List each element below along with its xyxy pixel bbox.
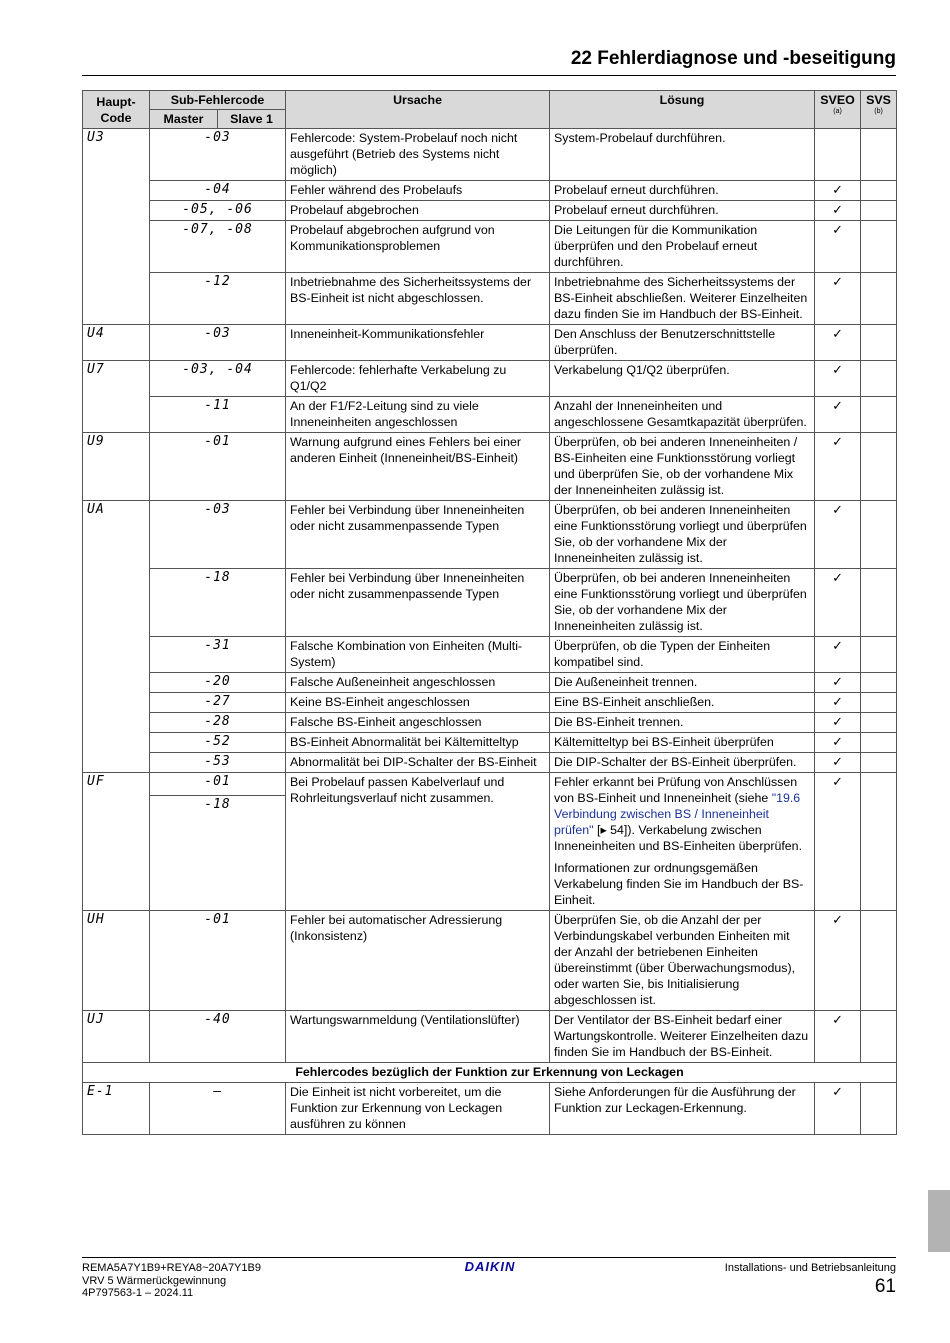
svs-cell bbox=[861, 397, 897, 433]
solution-cell bbox=[550, 773, 815, 911]
sveo-check-icon: ✓ bbox=[815, 325, 861, 361]
error-code-table bbox=[82, 90, 897, 1135]
cause-cell: Fehler bei Verbindung über Inneneinheiten oder nicht zusammenpassende Typen bbox=[286, 569, 550, 637]
sub-code: -28 bbox=[150, 713, 286, 733]
sub-code: -01 bbox=[150, 433, 286, 501]
cause-cell: Die Einheit ist nicht vorbereitet, um die Funktion zur Erkennung von Leckagen ausführen zu können bbox=[286, 1083, 550, 1135]
sveo-check-icon: ✓ bbox=[815, 361, 861, 397]
table-row bbox=[83, 713, 897, 733]
solution-cell: Probelauf erneut durchführen. bbox=[550, 201, 815, 221]
sveo-check-icon: ✓ bbox=[815, 501, 861, 569]
svs-cell bbox=[861, 673, 897, 693]
sub-code: -03 bbox=[150, 325, 286, 361]
sub-code: -52 bbox=[150, 733, 286, 753]
sub-code: -20 bbox=[150, 673, 286, 693]
solution-cell: Inbetriebnahme des Sicherheitssystems der BS-Einheit abschließen. Weiterer Einzelheiten dazu finden Sie im Handbuch der BS-Einheit. bbox=[550, 273, 815, 325]
sveo-check-icon: ✓ bbox=[815, 201, 861, 221]
footer-document-info bbox=[82, 1262, 261, 1300]
table-row bbox=[83, 325, 897, 361]
main-code: U7 bbox=[83, 361, 150, 433]
page-number: 61 bbox=[874, 1276, 896, 1297]
footer-divider bbox=[82, 1257, 896, 1258]
table-row bbox=[83, 501, 897, 569]
svs-cell bbox=[861, 733, 897, 753]
table-row bbox=[83, 733, 897, 753]
table-row bbox=[83, 397, 897, 433]
sveo-check-icon: ✓ bbox=[815, 673, 861, 693]
solution-cell: Überprüfen, ob bei anderen Inneneinheiten eine Funktionsstörung vorliegt und überprüfen Sie, ob der vorhandene Mix der Inneneinheiten zulässig ist. bbox=[550, 501, 815, 569]
chapter-tab-marker bbox=[928, 1190, 950, 1252]
cause-cell: Fehler bei automatischer Adressierung (Inkonsistenz) bbox=[286, 911, 550, 1011]
footer-manual-title: Installations- und Betriebsanleitung bbox=[724, 1262, 896, 1274]
chapter-title: 22 Fehlerdiagnose und -beseitigung bbox=[82, 48, 896, 76]
table-row bbox=[83, 361, 897, 397]
main-code: UF bbox=[83, 773, 150, 911]
solution-cell: Siehe Anforderungen für die Ausführung der Funktion zur Leckagen-Erkennung. bbox=[550, 1083, 815, 1135]
main-code: E-1 bbox=[83, 1083, 150, 1135]
cause-cell: Falsche Außeneinheit angeschlossen bbox=[286, 673, 550, 693]
cause-cell: Fehlercode: fehlerhafte Verkabelung zu Q1/Q2 bbox=[286, 361, 550, 397]
cross-reference-link[interactable]: "19.6 Verbindung zwischen BS / Inneneinheit prüfen" bbox=[554, 791, 801, 837]
cause-cell: An der F1/F2-Leitung sind zu viele Inneneinheiten angeschlossen bbox=[286, 397, 550, 433]
svs-cell bbox=[861, 201, 897, 221]
solution-cell: Verkabelung Q1/Q2 überprüfen. bbox=[550, 361, 815, 397]
header-svs-label: SVS bbox=[866, 93, 891, 107]
solution-note: Informationen zur ordnungsgemäßen Verkabelung finden Sie im Handbuch der BS-Einheit. bbox=[554, 861, 804, 907]
header-solution: Lösung bbox=[550, 91, 815, 129]
sveo-check-icon: ✓ bbox=[815, 911, 861, 1011]
svs-cell bbox=[861, 325, 897, 361]
solution-cell: Überprüfen, ob die Typen der Einheiten kompatibel sind. bbox=[550, 637, 815, 673]
sub-code: -18 bbox=[150, 569, 286, 637]
header-sveo bbox=[815, 91, 861, 129]
footer-model: REMA5A7Y1B9+REYA8~20A7Y1B9 bbox=[82, 1262, 261, 1274]
header-cause: Ursache bbox=[286, 91, 550, 129]
main-code: U4 bbox=[83, 325, 150, 361]
sveo-check-icon: ✓ bbox=[815, 773, 861, 911]
header-master: Master bbox=[150, 110, 218, 129]
table-row bbox=[83, 637, 897, 673]
sub-code: -03, -04 bbox=[150, 361, 286, 397]
sub-code: -03 bbox=[150, 129, 286, 181]
sveo-cell bbox=[815, 129, 861, 181]
svs-cell bbox=[861, 221, 897, 273]
solution-cell: Überprüfen Sie, ob die Anzahl der per Verbindungskabel verbunden Einheiten mit der Anzahl der betriebenen Einheiten übereinstimmt (über Überwachungsmodus), oder warten Sie, bis Initialisierung abgeschlossen ist. bbox=[550, 911, 815, 1011]
svs-cell bbox=[861, 181, 897, 201]
sveo-check-icon: ✓ bbox=[815, 433, 861, 501]
table-row bbox=[83, 693, 897, 713]
sub-code: -11 bbox=[150, 397, 286, 433]
solution-cell: System-Probelauf durchführen. bbox=[550, 129, 815, 181]
cause-cell: Inneneinheit-Kommunikationsfehler bbox=[286, 325, 550, 361]
cause-cell: Fehler bei Verbindung über Inneneinheiten oder nicht zusammenpassende Typen bbox=[286, 501, 550, 569]
svs-cell bbox=[861, 693, 897, 713]
table-body bbox=[83, 129, 897, 1135]
section-title: Fehlercodes bezüglich der Funktion zur Erkennung von Leckagen bbox=[83, 1063, 897, 1083]
sub-code: -40 bbox=[150, 1011, 286, 1063]
cause-cell: Fehlercode: System-Probelauf noch nicht ausgeführt (Betrieb des Systems nicht möglich) bbox=[286, 129, 550, 181]
header-svs bbox=[861, 91, 897, 129]
cause-cell: Wartungswarnmeldung (Ventilationslüfter) bbox=[286, 1011, 550, 1063]
solution-cell: Eine BS-Einheit anschließen. bbox=[550, 693, 815, 713]
sub-code: -53 bbox=[150, 753, 286, 773]
svs-cell bbox=[861, 129, 897, 181]
solution-cell: Die BS-Einheit trennen. bbox=[550, 713, 815, 733]
main-code: U9 bbox=[83, 433, 150, 501]
svs-cell bbox=[861, 273, 897, 325]
main-code: UH bbox=[83, 911, 150, 1011]
sub-code: -01 bbox=[150, 773, 286, 796]
sveo-check-icon: ✓ bbox=[815, 273, 861, 325]
table-row bbox=[83, 569, 897, 637]
svs-cell bbox=[861, 1011, 897, 1063]
svs-cell bbox=[861, 501, 897, 569]
solution-cell: Den Anschluss der Benutzerschnittstelle überprüfen. bbox=[550, 325, 815, 361]
solution-cell: Die DIP-Schalter der BS-Einheit überprüfen. bbox=[550, 753, 815, 773]
table-row bbox=[83, 221, 897, 273]
svs-cell bbox=[861, 773, 897, 911]
table-row bbox=[83, 911, 897, 1011]
solution-text: [▸ 54]). Verkabelung zwischen Inneneinheiten und BS-Einheiten überprüfen. bbox=[554, 823, 803, 853]
cause-cell: Warnung aufgrund eines Fehlers bei einer anderen Einheit (Inneneinheit/BS-Einheit) bbox=[286, 433, 550, 501]
main-code: U3 bbox=[83, 129, 150, 325]
table-row bbox=[83, 201, 897, 221]
header-sveo-label: SVEO bbox=[820, 93, 855, 107]
footer-doc-number: 4P797563-1 – 2024.11 bbox=[82, 1287, 194, 1299]
cause-cell: Probelauf abgebrochen aufgrund von Kommunikationsproblemen bbox=[286, 221, 550, 273]
cause-cell: Abnormalität bei DIP-Schalter der BS-Einheit bbox=[286, 753, 550, 773]
cause-cell: Falsche Kombination von Einheiten (Multi-System) bbox=[286, 637, 550, 673]
sveo-check-icon: ✓ bbox=[815, 637, 861, 673]
main-code: UA bbox=[83, 501, 150, 773]
cause-cell: Keine BS-Einheit angeschlossen bbox=[286, 693, 550, 713]
solution-cell: Der Ventilator der BS-Einheit bedarf einer Wartungskontrolle. Weiterer Einzelheiten dazu finden Sie im Handbuch der BS-Einheit. bbox=[550, 1011, 815, 1063]
svs-cell bbox=[861, 637, 897, 673]
solution-text: Fehler erkannt bei Prüfung von Anschlüssen von BS-Einheit und Inneneinheit (siehe bbox=[554, 775, 798, 805]
footer-product: VRV 5 Wärmerückgewinnung bbox=[82, 1274, 227, 1287]
table-row bbox=[83, 1083, 897, 1135]
table-row bbox=[83, 433, 897, 501]
svs-cell bbox=[861, 569, 897, 637]
sub-code: -05, -06 bbox=[150, 201, 286, 221]
sveo-check-icon: ✓ bbox=[815, 693, 861, 713]
solution-cell: Die Außeneinheit trennen. bbox=[550, 673, 815, 693]
svs-cell bbox=[861, 713, 897, 733]
header-svs-note: (b) bbox=[874, 108, 883, 115]
sub-code: -27 bbox=[150, 693, 286, 713]
sub-code: -01 bbox=[150, 911, 286, 1011]
svs-cell bbox=[861, 433, 897, 501]
svs-cell bbox=[861, 753, 897, 773]
sveo-check-icon: ✓ bbox=[815, 221, 861, 273]
table-row bbox=[83, 181, 897, 201]
solution-cell: Anzahl der Inneneinheiten und angeschlossene Gesamtkapazität überprüfen. bbox=[550, 397, 815, 433]
table-row bbox=[83, 1011, 897, 1063]
solution-cell: Die Leitungen für die Kommunikation überprüfen und den Probelauf erneut durchführen. bbox=[550, 221, 815, 273]
solution-cell: Kältemitteltyp bei BS-Einheit überprüfen bbox=[550, 733, 815, 753]
main-code: UJ bbox=[83, 1011, 150, 1063]
sub-code: -12 bbox=[150, 273, 286, 325]
section-row bbox=[83, 1063, 897, 1083]
svs-cell bbox=[861, 361, 897, 397]
table-row bbox=[83, 273, 897, 325]
sub-code: -03 bbox=[150, 501, 286, 569]
sveo-check-icon: ✓ bbox=[815, 181, 861, 201]
cause-cell: BS-Einheit Abnormalität bei Kältemitteltyp bbox=[286, 733, 550, 753]
header-sveo-note: (a) bbox=[833, 108, 842, 115]
svs-cell bbox=[861, 911, 897, 1011]
sub-code: -04 bbox=[150, 181, 286, 201]
sveo-check-icon: ✓ bbox=[815, 753, 861, 773]
sveo-check-icon: ✓ bbox=[815, 1083, 861, 1135]
cause-cell: Fehler während des Probelaufs bbox=[286, 181, 550, 201]
daikin-logo: DAIKIN bbox=[464, 1259, 516, 1274]
header-sub-code: Sub-Fehlercode bbox=[150, 91, 286, 110]
sveo-check-icon: ✓ bbox=[815, 733, 861, 753]
table-row bbox=[83, 773, 897, 796]
cause-cell: Probelauf abgebrochen bbox=[286, 201, 550, 221]
sveo-check-icon: ✓ bbox=[815, 1011, 861, 1063]
table-row bbox=[83, 753, 897, 773]
sub-code: -31 bbox=[150, 637, 286, 673]
sveo-check-icon: ✓ bbox=[815, 713, 861, 733]
table-row bbox=[83, 673, 897, 693]
solution-cell: Überprüfen, ob bei anderen Inneneinheiten / BS-Einheiten eine Funktionsstörung vorliegt und überprüfen Sie, ob der vorhandene Mix der Inneneinheiten zulässig ist. bbox=[550, 433, 815, 501]
sub-code: -18 bbox=[150, 796, 286, 911]
sveo-check-icon: ✓ bbox=[815, 397, 861, 433]
sveo-check-icon: ✓ bbox=[815, 569, 861, 637]
sub-code: — bbox=[150, 1083, 286, 1135]
solution-cell: Probelauf erneut durchführen. bbox=[550, 181, 815, 201]
cause-cell: Bei Probelauf passen Kabelverlauf und Rohrleitungsverlauf nicht zusammen. bbox=[286, 773, 550, 911]
svs-cell bbox=[861, 1083, 897, 1135]
cause-cell: Inbetriebnahme des Sicherheitssystems der BS-Einheit ist nicht abgeschlossen. bbox=[286, 273, 550, 325]
solution-cell: Überprüfen, ob bei anderen Inneneinheiten eine Funktionsstörung vorliegt und überprüfen Sie, ob der vorhandene Mix der Inneneinheiten zulässig ist. bbox=[550, 569, 815, 637]
sub-code: -07, -08 bbox=[150, 221, 286, 273]
table-row bbox=[83, 129, 897, 181]
cause-cell: Falsche BS-Einheit angeschlossen bbox=[286, 713, 550, 733]
header-main-code: Haupt-Code bbox=[83, 91, 150, 129]
header-slave: Slave 1 bbox=[218, 110, 286, 129]
